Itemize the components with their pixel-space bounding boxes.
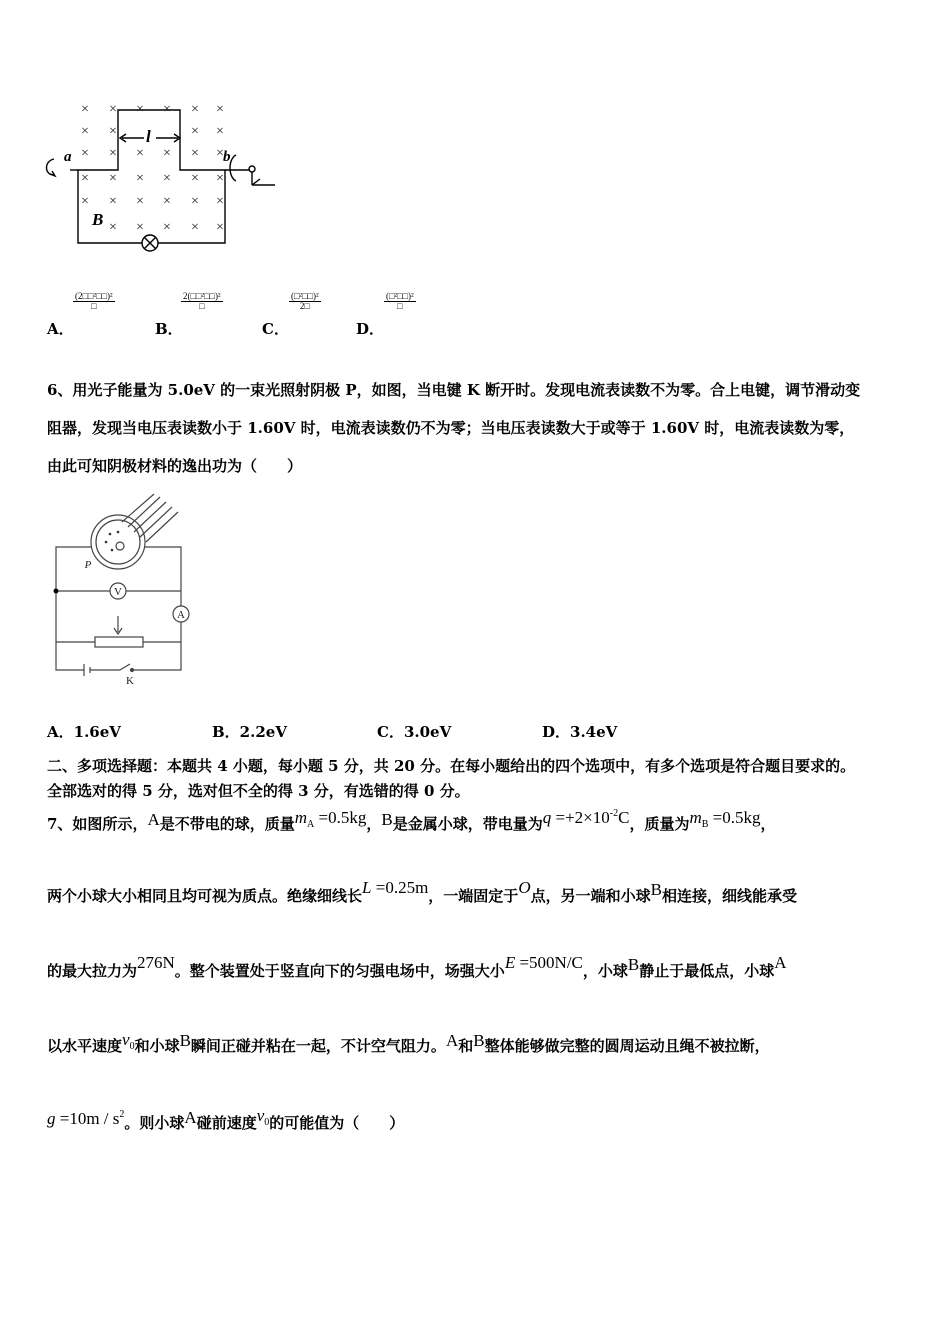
q5-option-c[interactable] bbox=[262, 318, 289, 339]
q5-option-d[interactable] bbox=[356, 318, 384, 339]
svg-text:×: × bbox=[136, 102, 144, 117]
svg-text:×: × bbox=[163, 171, 171, 186]
svg-text:×: × bbox=[216, 146, 224, 161]
switch-label: K bbox=[126, 675, 134, 687]
section2-line-2: 全部选对的得 5 分，选对但不全的得 3 分，有选错的得 0 分。 bbox=[47, 782, 470, 800]
svg-text:×: × bbox=[81, 146, 89, 161]
svg-text:×: × bbox=[109, 124, 117, 139]
q7-line-2: 两个小球大小相同且均可视为质点。绝缘细线长L =0.25m，一端固定于O点，另一端和小球B相连接，细线能承受 bbox=[47, 878, 797, 905]
q6-line-2: 阻器，发现当电压表读数小于 1.60V 时，电流表读数仍不为零；当电压表读数大于或等于 1.60V 时，电流表读数为零， bbox=[47, 419, 855, 437]
svg-text:×: × bbox=[191, 171, 199, 186]
svg-text:×: × bbox=[109, 194, 117, 209]
svg-text:×: × bbox=[109, 146, 117, 161]
svg-text:×: × bbox=[216, 124, 224, 139]
svg-text:×: × bbox=[81, 171, 89, 186]
q6-option-c[interactable]: C．3.0eV bbox=[377, 723, 452, 741]
option-letter: A． bbox=[47, 320, 74, 338]
label-b: b bbox=[223, 149, 231, 165]
svg-text:×: × bbox=[163, 146, 171, 161]
label-l: l bbox=[146, 127, 151, 146]
q6-option-d[interactable]: D．3.4eV bbox=[542, 723, 618, 741]
q5-option-b-formula: 2(□□²□□)² □ bbox=[183, 291, 221, 311]
svg-text:×: × bbox=[216, 102, 224, 117]
q5-option-a[interactable] bbox=[47, 318, 74, 339]
svg-text:×: × bbox=[136, 220, 144, 235]
svg-text:×: × bbox=[136, 146, 144, 161]
svg-text:×: × bbox=[191, 220, 199, 235]
svg-text:×: × bbox=[136, 194, 144, 209]
cathode-label: P bbox=[84, 559, 92, 571]
voltmeter-label: V bbox=[114, 586, 122, 598]
label-a: a bbox=[64, 149, 72, 165]
q5-option-d-formula: (□²□□)² □ bbox=[386, 291, 414, 311]
q7-line-4: 以水平速度$v_0$和小球B瞬间正碰并粘在一起，不计空气阻力。A和B整体能够做完整的圆周运动且绳不被拉断， bbox=[47, 1030, 770, 1055]
q6-option-a[interactable]: A．1.6eV bbox=[47, 723, 121, 741]
q6-line-1: 6、用光子能量为 5.0eV 的一束光照射阴极 P，如图，当电键 K 断开时。发现电流表读数不为零。合上电键，调节滑动变 bbox=[47, 381, 861, 399]
svg-text:×: × bbox=[191, 124, 199, 139]
svg-text:×: × bbox=[109, 102, 117, 117]
svg-text:×: × bbox=[109, 171, 117, 186]
svg-text:×: × bbox=[163, 194, 171, 209]
svg-text:×: × bbox=[191, 146, 199, 161]
option-letter: C． bbox=[262, 320, 289, 338]
svg-text:×: × bbox=[191, 102, 199, 117]
svg-text:×: × bbox=[163, 220, 171, 235]
svg-text:×: × bbox=[216, 194, 224, 209]
svg-text:×: × bbox=[163, 102, 171, 117]
q7-line-5: $g =10m / s^2$。则小球A碰前速度$v_0$的可能值为（ ） bbox=[47, 1106, 405, 1132]
q5-option-c-formula: (□²□□)² 2□ bbox=[291, 291, 319, 311]
svg-text:×: × bbox=[216, 171, 224, 186]
svg-text:×: × bbox=[136, 171, 144, 186]
loop-field-figure bbox=[40, 95, 285, 260]
svg-text:×: × bbox=[216, 220, 224, 235]
q5-option-b[interactable] bbox=[155, 318, 183, 339]
photoelectric-circuit-figure bbox=[48, 492, 198, 692]
ammeter-label: A bbox=[177, 609, 185, 621]
svg-text:×: × bbox=[109, 220, 117, 235]
q6-option-b[interactable]: B．2.2eV bbox=[212, 723, 287, 741]
svg-text:×: × bbox=[81, 194, 89, 209]
svg-text:×: × bbox=[191, 194, 199, 209]
section2-line-1: 二、多项选择题：本题共 4 小题，每小题 5 分，共 20 分。在每小题给出的四个选项中，有多个选项是符合题目要求的。 bbox=[47, 757, 856, 775]
q7-line-1: 7、如图所示，A是不带电的球，质量$m_A =0.5kg$，B是金属小球，带电量为$q =+2\times 10^{-2}C$，质量为$m_B =0.5kg$， bbox=[47, 808, 776, 833]
svg-text:×: × bbox=[81, 124, 89, 139]
option-letter: D． bbox=[356, 320, 385, 338]
q6-line-3: 由此可知阴极材料的逸出功为（ ） bbox=[47, 457, 303, 475]
q7-line-3: 的最大拉力为276N。整个装置处于竖直向下的匀强电场中，场强大小E =500N/C，小球B静止于最低点，小球A bbox=[47, 953, 787, 980]
label-B: B bbox=[92, 210, 104, 229]
q5-option-a-formula: (2□□²□□)² □ bbox=[75, 291, 113, 311]
option-letter: B． bbox=[155, 320, 183, 338]
svg-text:×: × bbox=[81, 102, 89, 117]
